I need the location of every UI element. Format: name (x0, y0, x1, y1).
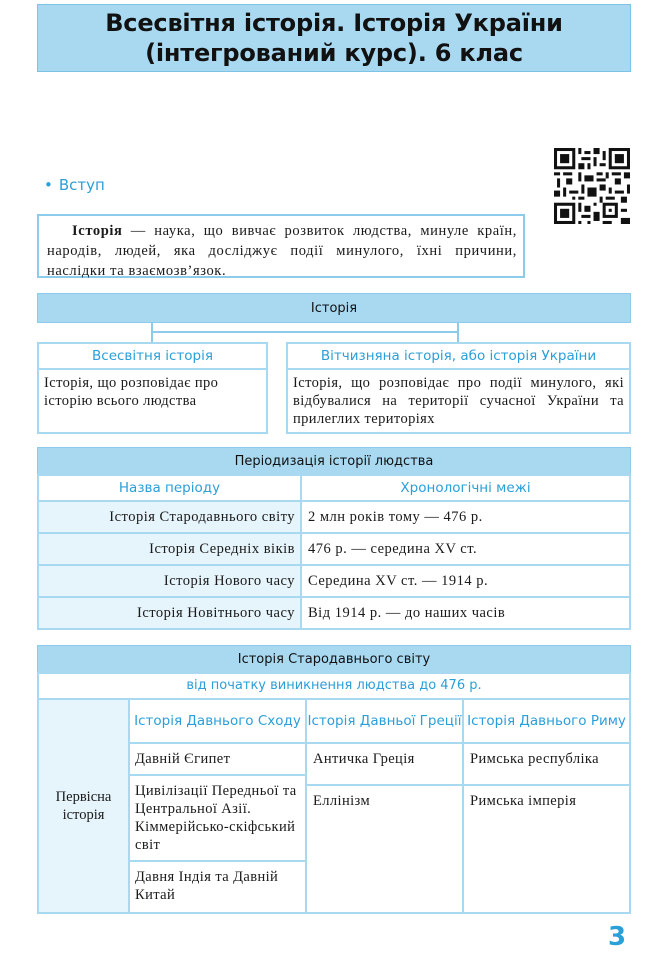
periodization-title: Періодизація історії людства (37, 447, 631, 475)
col-rome-header: Історія Давнього Риму (463, 699, 630, 743)
national-history-box (286, 342, 631, 434)
period-bounds: 476 р. — середина XV ст. (301, 533, 630, 565)
period-bounds: Від 1914 р. — до наших часів (301, 597, 630, 629)
book-title-line1: Всесвітня історія. Історія України (105, 9, 563, 37)
section-heading (44, 176, 105, 194)
period-bounds: 2 млн років тому — 476 р. (301, 501, 630, 533)
definition-box (37, 214, 525, 278)
col-greece-header: Історія Давньої Греції (306, 699, 463, 743)
world-history-box (37, 342, 268, 434)
greece-item: Еллінізм (306, 785, 463, 913)
col-bounds-header: Хронологічні межі (301, 475, 630, 501)
ancient-title: Історія Стародавнього світу (37, 645, 631, 673)
national-history-body: Історія, що розповідає про події минулого, які відбувалися на території сучасної України та прилеглих територіях (293, 375, 624, 427)
page-number: 3 (608, 922, 627, 952)
definition-term: Історія (72, 223, 123, 239)
history-scheme-title: Історія (37, 293, 631, 323)
connector-line (457, 323, 459, 343)
book-title-line2: (інтегрований курс). 6 клас (145, 39, 523, 67)
col-east-header: Історія Давнього Сходу (129, 699, 306, 743)
east-item: Давня Індія та Давній Китай (129, 861, 306, 913)
rome-item: Римська республіка (463, 743, 630, 785)
qr-code-icon[interactable] (554, 148, 630, 224)
period-bounds: Середина XV ст. — 1914 р. (301, 565, 630, 597)
periodization-table (37, 474, 631, 630)
definition-text: — наука, що вивчає розвиток людства, минуле країн, народів, людей, яка досліджує події минулого, їхні причини, наслідки та взаємозв’язок. (47, 223, 517, 279)
ancient-subtitle: від початку виникнення людства до 476 р. (38, 673, 630, 699)
bullet-icon: • (44, 176, 53, 194)
greece-item: Античка Греція (306, 743, 463, 785)
east-item: Цивілізації Передньої та Центральної Азії. Кіммерійсько-скіфський світ (129, 775, 306, 861)
ancient-table (37, 672, 631, 914)
world-history-head: Всесвітня історія (39, 344, 266, 370)
east-item: Давній Єгипет (129, 743, 306, 775)
world-history-body: Історія, що розповідає про історію всього людства (44, 375, 219, 409)
section-label: Вступ (58, 176, 105, 194)
table-row (38, 501, 630, 533)
book-title (37, 4, 631, 72)
connector-line (151, 323, 153, 343)
col-period-header: Назва періоду (38, 475, 301, 501)
period-name: Історія Нового часу (38, 565, 301, 597)
primitive-history: Первісна історія (38, 699, 129, 913)
connector-line (151, 331, 459, 333)
table-row (38, 533, 630, 565)
period-name: Історія Середніх віків (38, 533, 301, 565)
table-row (38, 565, 630, 597)
period-name: Історія Стародавнього світу (38, 501, 301, 533)
national-history-head: Вітчизняна історія, або історія України (288, 344, 629, 370)
rome-item: Римська імперія (463, 785, 630, 913)
period-name: Історія Новітнього часу (38, 597, 301, 629)
table-row (38, 597, 630, 629)
